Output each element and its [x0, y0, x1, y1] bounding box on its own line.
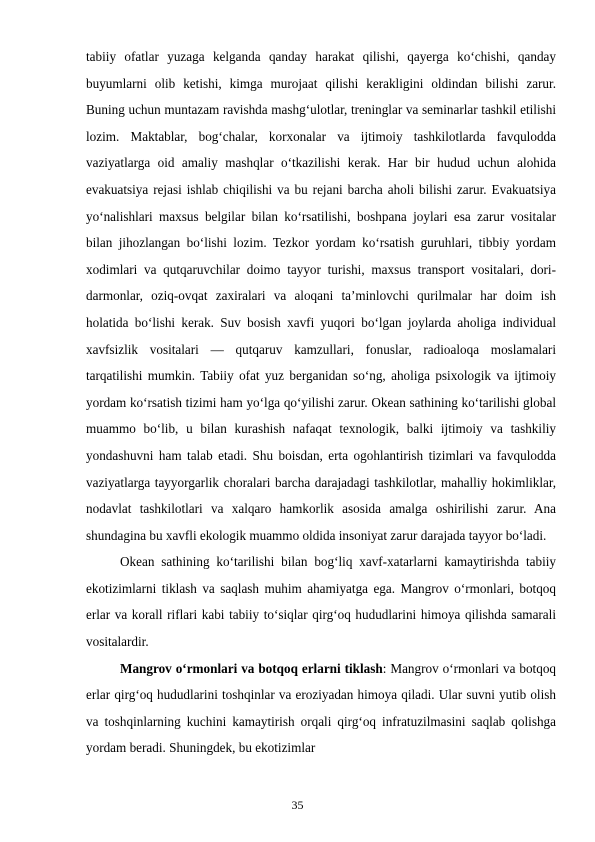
paragraph-1: tabiiy ofatlar yuzaga kelganda qanday harakat qilishi, qayerga ko‘chishi, qanday buyumlarni olib ketishi, kimga murojaat qilishi kerakligini oldindan bilishi zarur. Buning uchun muntazam ravishda mashg‘ulotlar, treninglar va seminarlar tashkil etilishi lozim. Maktablar, bog‘chalar, korxonalar va ijtimoiy tashkilotlarda favqulodda vaziyatlarga oid amaliy mashqlar o‘tkazilishi kerak. Har bir hudud uchun alohida evakuatsiya rejasi ishlab chiqilishi va bu rejani barcha aholi bilishi zarur. Evakuatsiya yo‘nalishlari maxsus belgilar bilan ko‘rsatilishi, boshpana joylari esa zarur vositalar bilan jihozlangan bo‘lishi lozim. Tezkor yordam ko‘rsatish guruhlari, tibbiy yordam xodimlari va qutqaruvchilar doimo tayyor turishi, maxsus transport vositalari, dori-darmonlar, oziq-ovqat zaxiralari va aloqani ta’minlovchi qurilmalar har doim ish holatida bo‘lishi kerak. Suv bosish xavfi yuqori bo‘lgan joylarda aholiga individual xavfsizlik vositalari — qutqaruv kamzullari, fonuslar, radioaloqa moslamalari tarqatilishi mumkin. Tabiiy ofat yuz berganidan so‘ng, aholiga psixologik va ijtimoiy yordam ko‘rsatish tizimi ham yo‘lga qo‘yilishi zarur. Okean sathining ko‘tarilishi global muammo bo‘lib, u bilan kurashish nafaqat texnologik, balki ijtimoiy va tashkiliy yondashuvni ham talab etadi. Shu boisdan, erta ogohlantirish tizimlari va favqulodda vaziyatlarga tayyorgarlik choralari barcha darajadagi tashkilotlar, mahalliy hokimliklar, nodavlat tashkilotlari va xalqaro hamkorlik asosida amalga oshirilishi zarur. Ana shundagina bu xavfli ekologik muammo oldida insoniyat zarur darajada tayyor bo‘ladi.	[86, 49, 556, 543]
document-page	[86, 44, 556, 762]
paragraph-3	[86, 656, 556, 762]
paragraph-3-text: : Mangrov o‘rmonlari va botqoq erlar qirg‘oq hududlarini toshqinlar va eroziyadan himoya qiladi. Ular suvni yutib olish va toshqinlarning kuchini kamaytirish orqali qirg‘oq infratuzilmasini saqlab qolishga yordam beradi. Shuningdek, bu ekotizimlar	[86, 660, 557, 756]
paragraph-2: Okean sathining ko‘tarilishi bilan bog‘liq xavf-xatarlarni kamaytirishda tabiiy ekotizimlarni tiklash va saqlash muhim ahamiyatga ega. Mangrov o‘rmonlari, botqoq erlar va korall riflari kabi tabiiy to‘siqlar qirg‘oq hududlarini himoya qilishda samarali vositalardir.	[86, 554, 556, 650]
page-number: 35	[291, 798, 304, 812]
paragraph-3-heading: Mangrov o‘rmonlari va botqoq erlarni tiklash	[120, 660, 383, 676]
